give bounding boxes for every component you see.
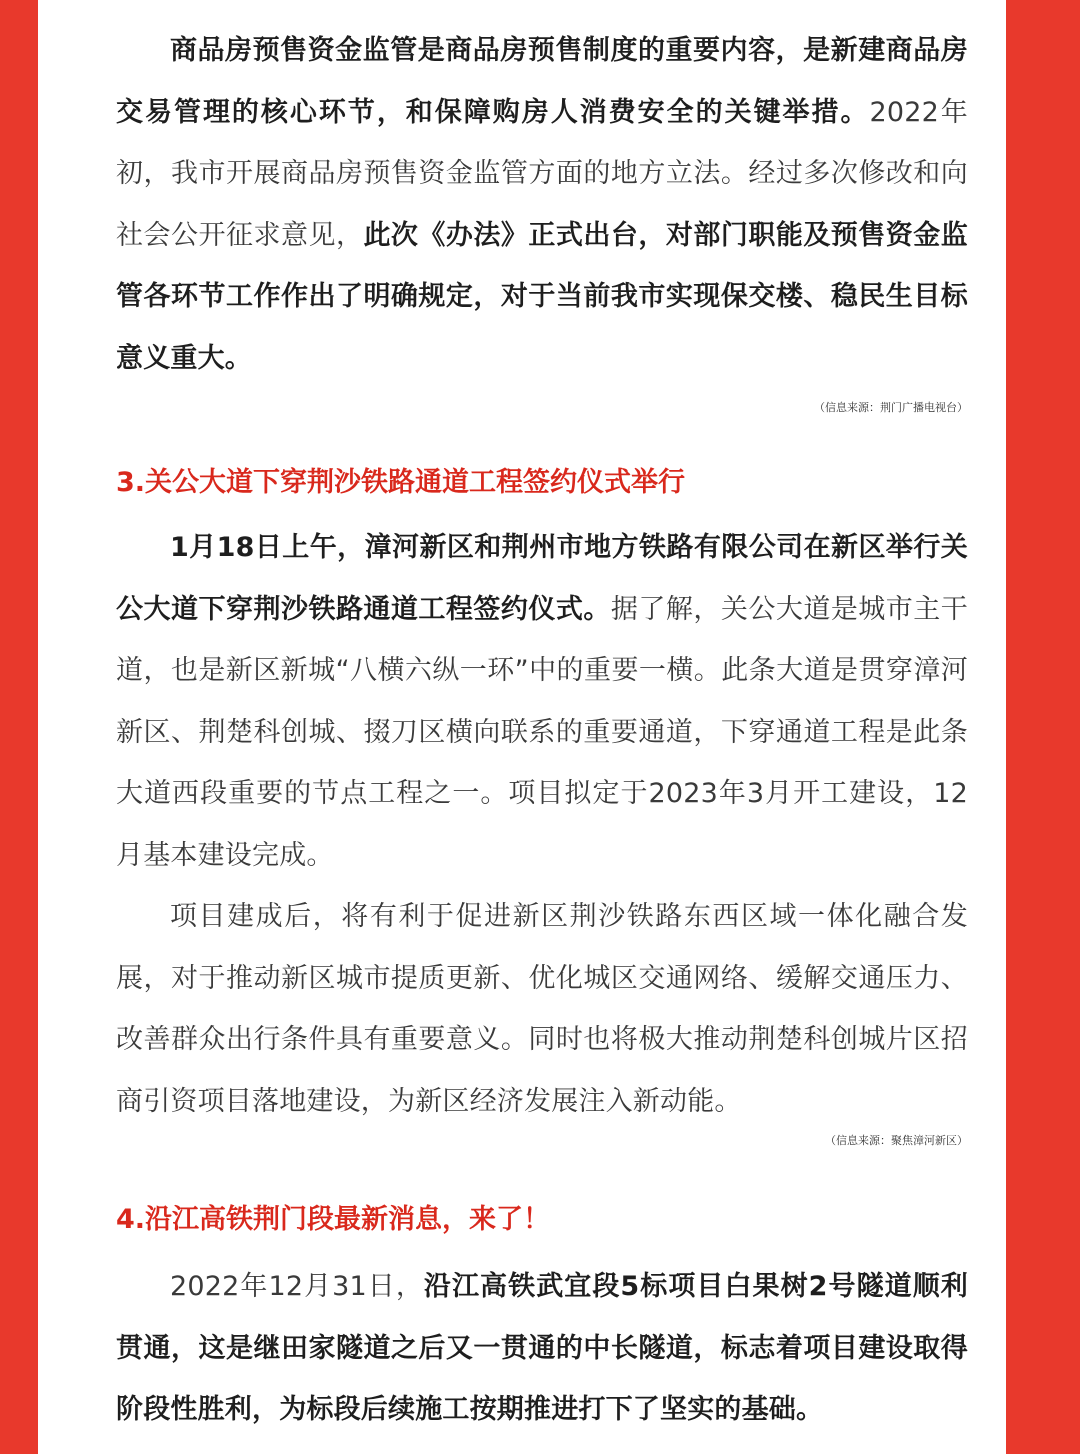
article-body (116, 20, 968, 1441)
text-run: 此次《办法》正式出台，对部门职能及预售资金监管各环节工作作出了明确规定，对于当前我市实现保交楼、稳民生目标意义重大。 (116, 219, 968, 374)
section2-source: （信息来源：荆门广播电视台） (814, 401, 968, 414)
section4-paragraph (116, 1256, 968, 1441)
text-run: 2022年12月31日， (170, 1271, 424, 1302)
text-run: 2022年初，我市开展商品房预售资金监管方面的地方立法。经过多次修改和向社会公开征求意见， (116, 96, 968, 251)
section2-paragraph (116, 20, 968, 389)
section3-paragraph-1 (116, 517, 968, 886)
text-run: 沿江高铁武宜段5标项目白果树2号隧道顺利贯通，这是继田家隧道之后又一贯通的中长隧道，标志着项目建设取得阶段性胜利，为标段后续施工按期推进打下了坚实的基础。 (116, 1271, 969, 1425)
section4-heading: 4.沿江高铁荆门段最新消息，来了！ (116, 1204, 551, 1235)
section3-heading: 3.关公大道下穿荆沙铁路通道工程签约仪式举行 (116, 467, 686, 498)
text-run: 据了解，关公大道是城市主干道，也是新区新城“八横六纵一环”中的重要一横。此条大道是贯穿漳河新区、荆楚科创城、掇刀区横向联系的重要通道，下穿通道工程是此条大道西段重要的节点工程之一。项目拟定于2023年3月开工建设，12月基本建设完成。 (116, 593, 968, 871)
section3-paragraph-2: 项目建成后，将有利于促进新区荆沙铁路东西区域一体化融合发展，对于推动新区城市提质更新、优化城区交通网络、缓解交通压力、改善群众出行条件具有重要意义。同时也将极大推动荆楚科创城片区招商引资项目落地建设，为新区经济发展注入新动能。 (116, 901, 968, 1117)
text-run: 商品房预售资金监管是商品房预售制度的重要内容，是新建商品房交易管理的核心环节，和保障购房人消费安全的关键举措。 (116, 35, 968, 128)
section3-source: （信息来源：聚焦漳河新区） (825, 1134, 968, 1147)
text-run: 1月18日上午，漳河新区和荆州市地方铁路有限公司在新区举行关公大道下穿荆沙铁路通道工程签约仪式。 (116, 532, 968, 625)
